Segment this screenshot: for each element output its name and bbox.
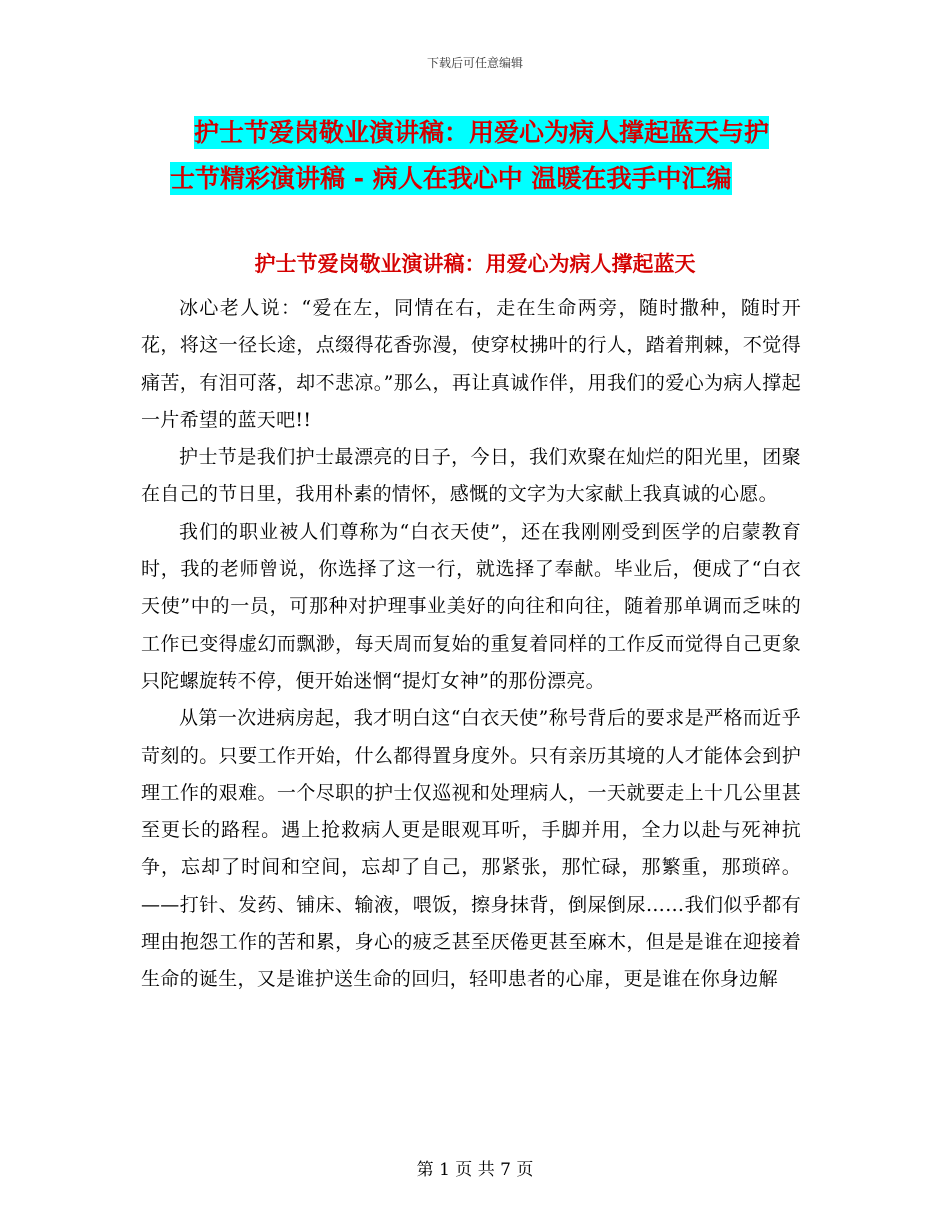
- section-subtitle: 护士节爱岗敬业演讲稿：用爱心为病人撑起蓝天: [254, 252, 696, 276]
- document-title: [170, 110, 830, 202]
- header-note: 下载后可任意编辑: [426, 56, 523, 70]
- document-title-line-2: 士节精彩演讲稿 - 病人在我心中 温暖在我手中汇编: [170, 164, 732, 193]
- paragraph: 我们的职业被人们尊称为“白衣天使”，还在我刚刚受到医学的启蒙教育时，我的老师曾说，你选择了这一行，就选择了奉献。毕业后，便成了“白衣天使”中的一员，可那种对护理事业美好的向往和向往，随着那单调而乏味的工作已变得虚幻而飘渺，每天周而复始的重复着同样的工作反而觉得自己更象只陀螺旋转不停，便开始迷惘“提灯女神”的那份漂亮。: [141, 520, 801, 692]
- paragraph: 从第一次进病房起，我才明白这“白衣天使”称号背后的要求是严格而近乎苛刻的。只要工作开始，什么都得置身度外。只有亲历其境的人才能体会到护理工作的艰难。一个尽职的护士仅巡视和处理病人，一天就要走上十几公里甚至更长的路程。遇上抢救病人更是眼观耳听，手脚并用，全力以赴与死神抗争，忘却了时间和空间，忘却了自己，那紧张，那忙碌，那繁重，那琐碎。——打针、发药、铺床、输液，喂饭，擦身抹背，倒屎倒尿……我们似乎都有理由抱怨工作的苦和累，身心的疲乏甚至厌倦更甚至麻木，但是是谁在迎接着生命的诞生，又是谁护送生命的回归，轻叩患者的心扉，更是谁在你身边解: [141, 707, 801, 991]
- page-number: 第 1 页 共 7 页: [416, 1160, 534, 1180]
- document-title-line-1: 护士节爱岗敬业演讲稿：用爱心为病人撑起蓝天与护: [194, 118, 770, 147]
- paragraph: 护士节是我们护士最漂亮的日子，今日，我们欢聚在灿烂的阳光里，团聚在自己的节日里，我用朴素的情怀，感慨的文字为大家献上我真诚的心愿。: [141, 446, 801, 506]
- body-text: [141, 290, 801, 999]
- paragraph: 冰心老人说：“爱在左，同情在右，走在生命两旁，随时撒种，随时开花，将这一径长途，点缀得花香弥漫，使穿杖拂叶的行人，踏着荆棘，不觉得痛苦，有泪可落，却不悲凉。”那么，再让真诚作伴，用我们的爱心为病人撑起一片希望的蓝天吧!!: [141, 297, 801, 431]
